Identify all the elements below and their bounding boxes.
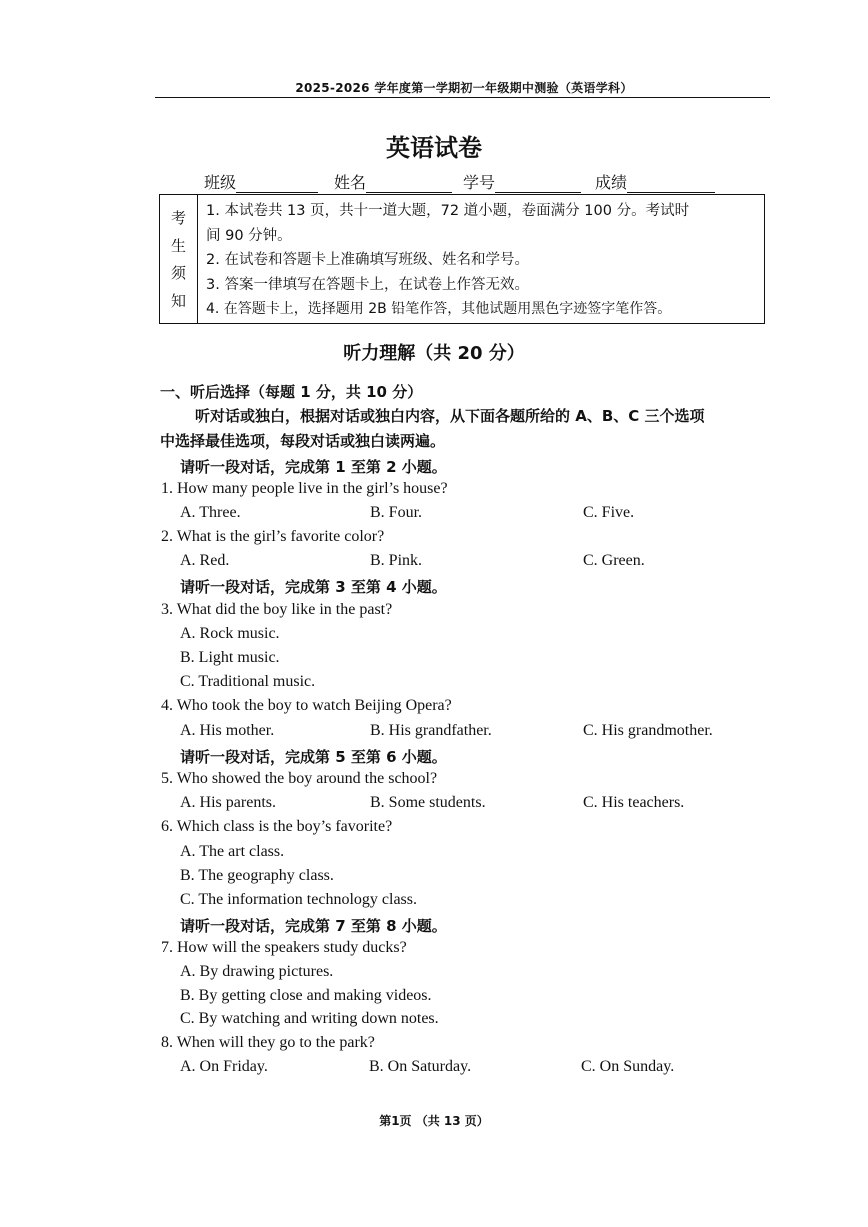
direction-text: 请听一段对话，完成第 5 至第 6 小题。 [180, 748, 447, 766]
name-field [334, 170, 452, 193]
instruction-line: 听对话或独白，根据对话或独白内容，从下面各题所给的 A、B、C 三个选项 [195, 407, 705, 425]
question-text: 6. Which class is the boy’s favorite? [161, 818, 393, 835]
notice-line: 3. 答案一律填写在答题卡上，在试卷上作答无效。 [206, 276, 529, 293]
name-label: 姓名 [334, 173, 367, 192]
option-b[interactable]: B. Some students. [370, 794, 486, 811]
class-field [204, 170, 318, 193]
class-blank[interactable] [236, 176, 318, 193]
notice-label [160, 195, 198, 323]
option-b[interactable]: B. Pink. [370, 552, 423, 569]
class-label: 班级 [204, 173, 237, 192]
option-a[interactable]: A. His parents. [180, 794, 276, 811]
option-b[interactable]: B. Light music. [180, 649, 280, 666]
notice-line: 1. 本试卷共 13 页，共十一道大题，72 道小题，卷面满分 100 分。考试时 [206, 203, 690, 219]
option-c[interactable]: C. The information technology class. [180, 891, 417, 908]
question-text: 5. Who showed the boy around the school? [161, 770, 438, 787]
instruction-line: 中选择最佳选项，每段对话或独白读两遍。 [160, 432, 446, 450]
student-id-field [463, 170, 581, 193]
option-c[interactable]: C. On Sunday. [581, 1058, 675, 1075]
score-blank[interactable] [627, 176, 715, 193]
option-c[interactable]: C. By watching and writing down notes. [180, 1010, 439, 1027]
notice-label-char: 须 [170, 264, 186, 283]
option-b[interactable]: B. Four. [370, 504, 423, 521]
option-a[interactable]: A. The art class. [180, 843, 285, 860]
option-b[interactable]: B. His grandfather. [370, 722, 492, 739]
notice-content [206, 199, 760, 322]
exam-header: 2025-2026 学年度第一学期初一年级期中测验（英语学科） [295, 81, 633, 95]
option-a[interactable]: A. By drawing pictures. [180, 963, 334, 980]
option-a[interactable]: A. On Friday. [180, 1058, 268, 1075]
name-blank[interactable] [366, 176, 452, 193]
option-c[interactable]: C. Traditional music. [180, 673, 316, 690]
notice-line: 间 90 分钟。 [206, 227, 292, 244]
option-a[interactable]: A. His mother. [180, 722, 275, 739]
question-text: 2. What is the girl’s favorite color? [161, 528, 385, 545]
option-c[interactable]: C. His grandmother. [583, 722, 713, 739]
option-a[interactable]: A. Red. [180, 552, 230, 569]
question-text: 1. How many people live in the girl’s house? [161, 480, 448, 497]
question-text: 7. How will the speakers study ducks? [161, 939, 407, 956]
option-b[interactable]: B. By getting close and making videos. [180, 987, 432, 1004]
section-title: 听力理解（共 20 分） [343, 343, 525, 364]
student-id-label: 学号 [463, 173, 496, 192]
direction-text: 请听一段对话，完成第 3 至第 4 小题。 [180, 578, 447, 596]
student-id-blank[interactable] [495, 176, 581, 193]
option-c[interactable]: C. Green. [583, 552, 645, 569]
page-number: 第1页 （共 13 页） [379, 1114, 489, 1128]
score-label: 成绩 [595, 173, 628, 192]
notice-label-char: 考 [170, 209, 186, 228]
score-field [595, 170, 715, 193]
direction-text: 请听一段对话，完成第 1 至第 2 小题。 [180, 458, 447, 476]
notice-line: 2. 在试卷和答题卡上准确填写班级、姓名和学号。 [206, 252, 529, 268]
option-c[interactable]: C. His teachers. [583, 794, 685, 811]
page-title: 英语试卷 [386, 134, 482, 162]
question-text: 8. When will they go to the park? [161, 1034, 375, 1051]
notice-label-char: 生 [170, 236, 186, 255]
option-b[interactable]: B. The geography class. [180, 867, 334, 884]
header-divider [155, 97, 770, 98]
option-b[interactable]: B. On Saturday. [369, 1058, 472, 1075]
direction-text: 请听一段对话，完成第 7 至第 8 小题。 [180, 917, 447, 935]
question-text: 3. What did the boy like in the past? [161, 601, 393, 618]
part-title: 一、听后选择（每题 1 分，共 10 分） [160, 383, 423, 401]
option-a[interactable]: A. Rock music. [180, 625, 280, 642]
option-a[interactable]: A. Three. [180, 504, 241, 521]
question-text: 4. Who took the boy to watch Beijing Opera? [161, 697, 452, 714]
option-c[interactable]: C. Five. [583, 504, 635, 521]
notice-line: 4. 在答题卡上，选择题用 2B 铅笔作答，其他试题用黑色字迹签字笔作答。 [206, 301, 672, 317]
notice-box [159, 194, 765, 324]
notice-label-char: 知 [170, 291, 186, 310]
